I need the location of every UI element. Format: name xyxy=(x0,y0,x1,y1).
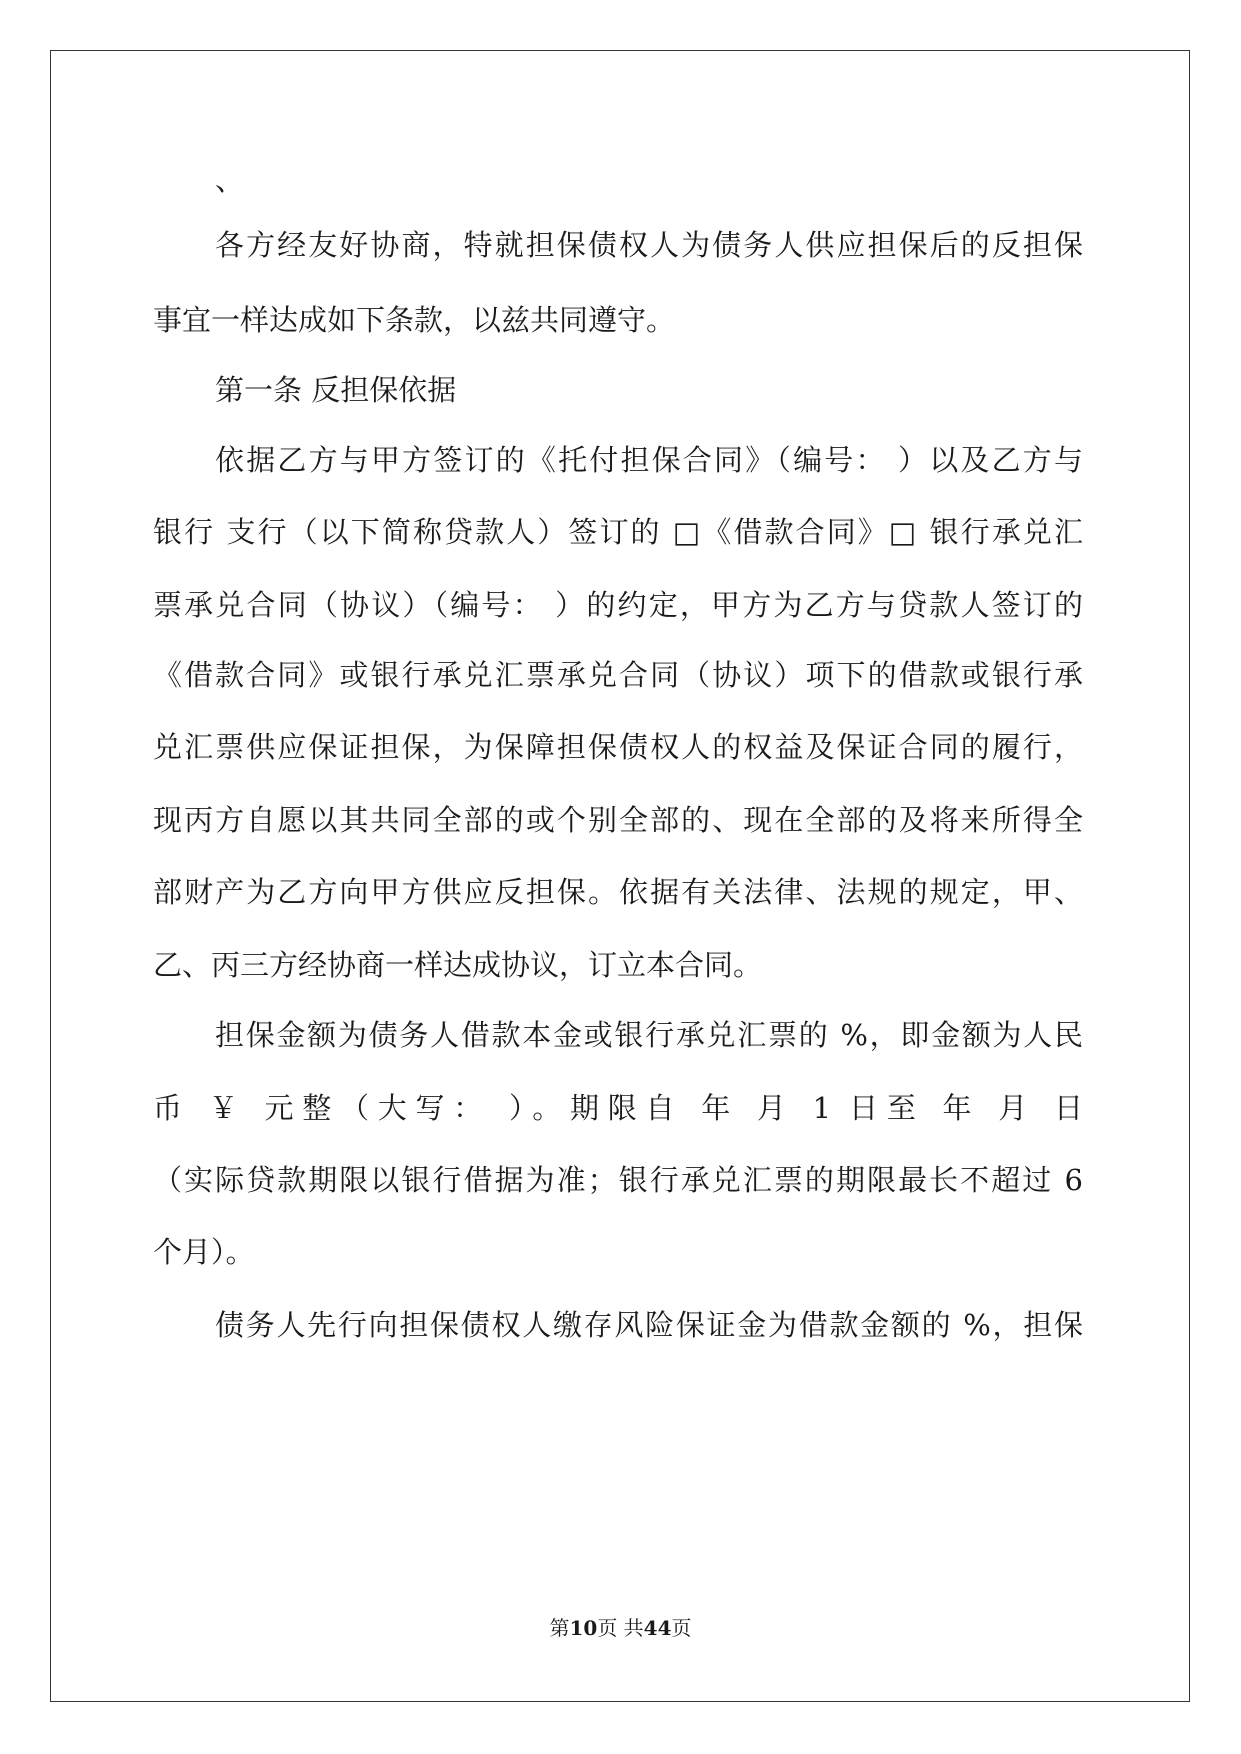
text-line: 事宜一样达成如下条款，以兹共同遵守。 xyxy=(153,303,676,337)
text-line: 各方经友好协商，特就担保债权人为债务人供应担保后的反担保 xyxy=(215,228,1083,262)
text-line: 《借款合同》或银行承兑汇票承兑合同（协议）项下的借款或银行承 xyxy=(153,658,1083,692)
text-line: 、 xyxy=(215,163,245,197)
footer-mid: 页 共 xyxy=(597,1616,644,1640)
text-line: 兑汇票供应保证担保，为保障担保债权人的权益及保证合同的履行， xyxy=(153,730,1083,764)
text-line: 债务人先行向担保债权人缴存风险保证金为借款金额的 %，担保 xyxy=(215,1308,1083,1342)
text-line: 依据乙方与甲方签订的《托付担保合同》（编号： ）以及乙方与 xyxy=(215,443,1083,477)
text-line: （实际贷款期限以银行借据为准；银行承兑汇票的期限最长不超过 6 xyxy=(153,1163,1083,1197)
current-page-number: 10 xyxy=(569,1616,598,1640)
text-line: 票承兑合同（协议）（编号： ）的约定，甲方为乙方与贷款人签订的 xyxy=(153,588,1083,622)
text-line: 现丙方自愿以其共同全部的或个别全部的、现在全部的及将来所得全 xyxy=(153,803,1083,837)
text-line: 乙、丙三方经协商一样达成协议，订立本合同。 xyxy=(153,948,763,982)
text-line: 部财产为乙方向甲方供应反担保。依据有关法律、法规的规定，甲、 xyxy=(153,875,1083,909)
text-line: 个月）。 xyxy=(153,1235,255,1269)
footer-suffix: 页 xyxy=(671,1616,692,1640)
text-line: 担保金额为债务人借款本金或银行承兑汇票的 %，即金额为人民 xyxy=(215,1018,1083,1052)
total-page-number: 44 xyxy=(643,1616,672,1640)
section-heading: 第一条 反担保依据 xyxy=(215,373,457,407)
text-line: 银行 支行（以下简称贷款人）签订的 □《借款合同》□ 银行承兑汇 xyxy=(153,515,1083,549)
text-line: 币 ￥ 元整（大写： ）。期限自 年 月 1 日至 年 月 日 xyxy=(153,1091,1083,1125)
page-footer xyxy=(0,1614,1241,1642)
footer-prefix: 第 xyxy=(549,1616,570,1640)
